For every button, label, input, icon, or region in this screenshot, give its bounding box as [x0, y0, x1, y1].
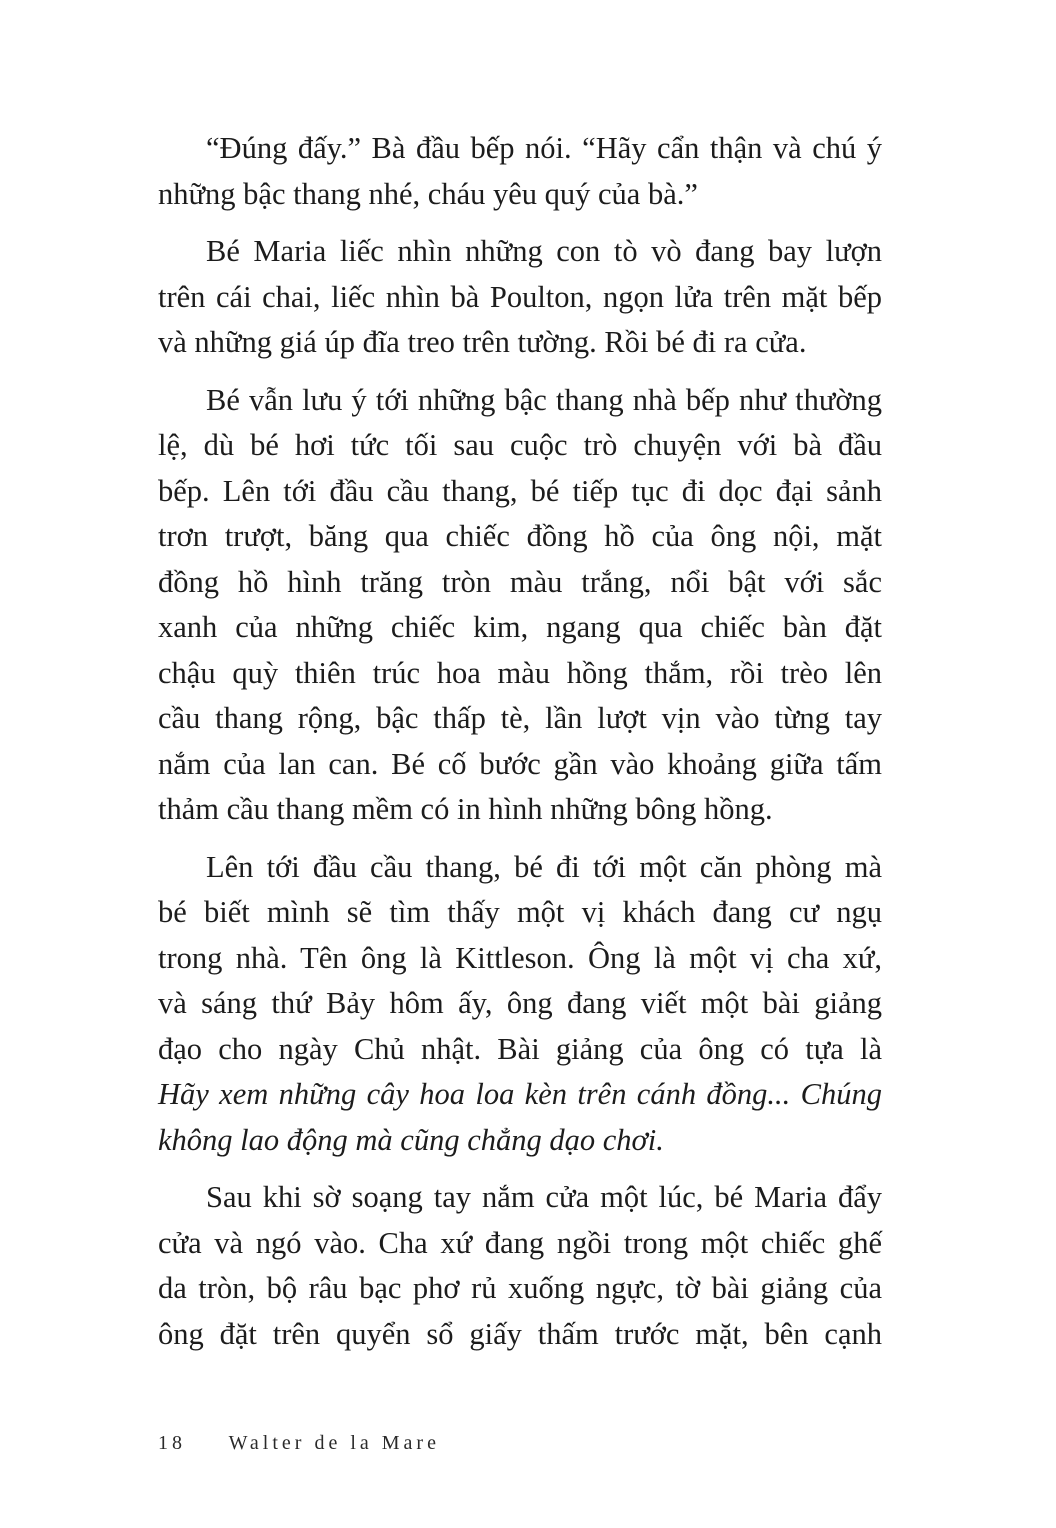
text-line: Bé Maria liếc nhìn những con tò vò đang bay lượn — [206, 234, 882, 268]
text-line: đạo cho ngày Chủ nhật. Bài giảng của ông có tựa là — [158, 1031, 882, 1066]
running-author: Walter de la Mare — [228, 1432, 440, 1454]
text-line: những bậc thang nhé, cháu yêu quý của bà.” — [158, 176, 698, 211]
text-line: Lên tới đầu cầu thang, bé đi tới một căn phòng mà — [206, 849, 882, 884]
paragraph-5 — [158, 1175, 882, 1357]
paragraph-3 — [158, 378, 882, 833]
paragraph-1 — [158, 126, 882, 217]
sermon-title-line: Hãy xem những cây hoa loa kèn trên cánh đồng... Chúng — [158, 1077, 882, 1111]
paragraph-2 — [158, 229, 882, 366]
text-line: thảm cầu thang mềm có in hình những bông hồng. — [158, 792, 773, 826]
paragraph-4 — [158, 845, 882, 1164]
text-line: xanh của những chiếc kim, ngang qua chiếc bàn đặt — [158, 610, 882, 644]
text-line: bếp. Lên tới đầu cầu thang, bé tiếp tục đi dọc đại sảnh — [158, 473, 882, 508]
text-line: cửa và ngó vào. Cha xứ đang ngồi trong một chiếc ghế — [158, 1225, 882, 1260]
text-line: “Đúng đấy.” Bà đầu bếp nói. “Hãy cẩn thận và chú ý — [206, 131, 882, 165]
text-line: ông đặt trên quyển sổ giấy thấm trước mặt, bên cạnh — [158, 1316, 882, 1351]
sermon-title-line: không lao động mà cũng chẳng dạo chơi. — [158, 1122, 664, 1157]
page-number: 18 — [158, 1432, 186, 1454]
page-body — [158, 126, 882, 1369]
text-line: Sau khi sờ soạng tay nắm cửa một lúc, bé Maria đẩy — [206, 1180, 882, 1214]
text-line: chậu quỳ thiên trúc hoa màu hồng thắm, rồi trèo lên — [158, 655, 882, 690]
text-line: trơn trượt, băng qua chiếc đồng hồ của ông nội, mặt — [158, 519, 882, 553]
text-line: lệ, dù bé hơi tức tối sau cuộc trò chuyện với bà đầu — [158, 428, 882, 462]
text-line: và sáng thứ Bảy hôm ấy, ông đang viết một bài giảng — [158, 986, 882, 1020]
text-line: trong nhà. Tên ông là Kittleson. Ông là một vị cha xứ, — [158, 940, 882, 975]
text-line: đồng hồ hình trăng tròn màu trắng, nổi bật với sắc — [158, 564, 882, 599]
text-line: nắm của lan can. Bé cố bước gần vào khoảng giữa tấm — [158, 746, 882, 781]
text-line: da tròn, bộ râu bạc phơ rủ xuống ngực, tờ bài giảng của — [158, 1271, 882, 1305]
text-line: và những giá úp đĩa treo trên tường. Rồi bé đi ra cửa. — [158, 325, 807, 359]
text-line: bé biết mình sẽ tìm thấy một vị khách đang cư ngụ — [158, 895, 882, 929]
text-line: trên cái chai, liếc nhìn bà Poulton, ngọn lửa trên mặt bếp — [158, 279, 882, 314]
text-line: cầu thang rộng, bậc thấp tè, lần lượt vịn vào từng tay — [158, 701, 882, 735]
text-line: Bé vẫn lưu ý tới những bậc thang nhà bếp như thường — [206, 382, 882, 417]
page-footer — [158, 1432, 440, 1455]
